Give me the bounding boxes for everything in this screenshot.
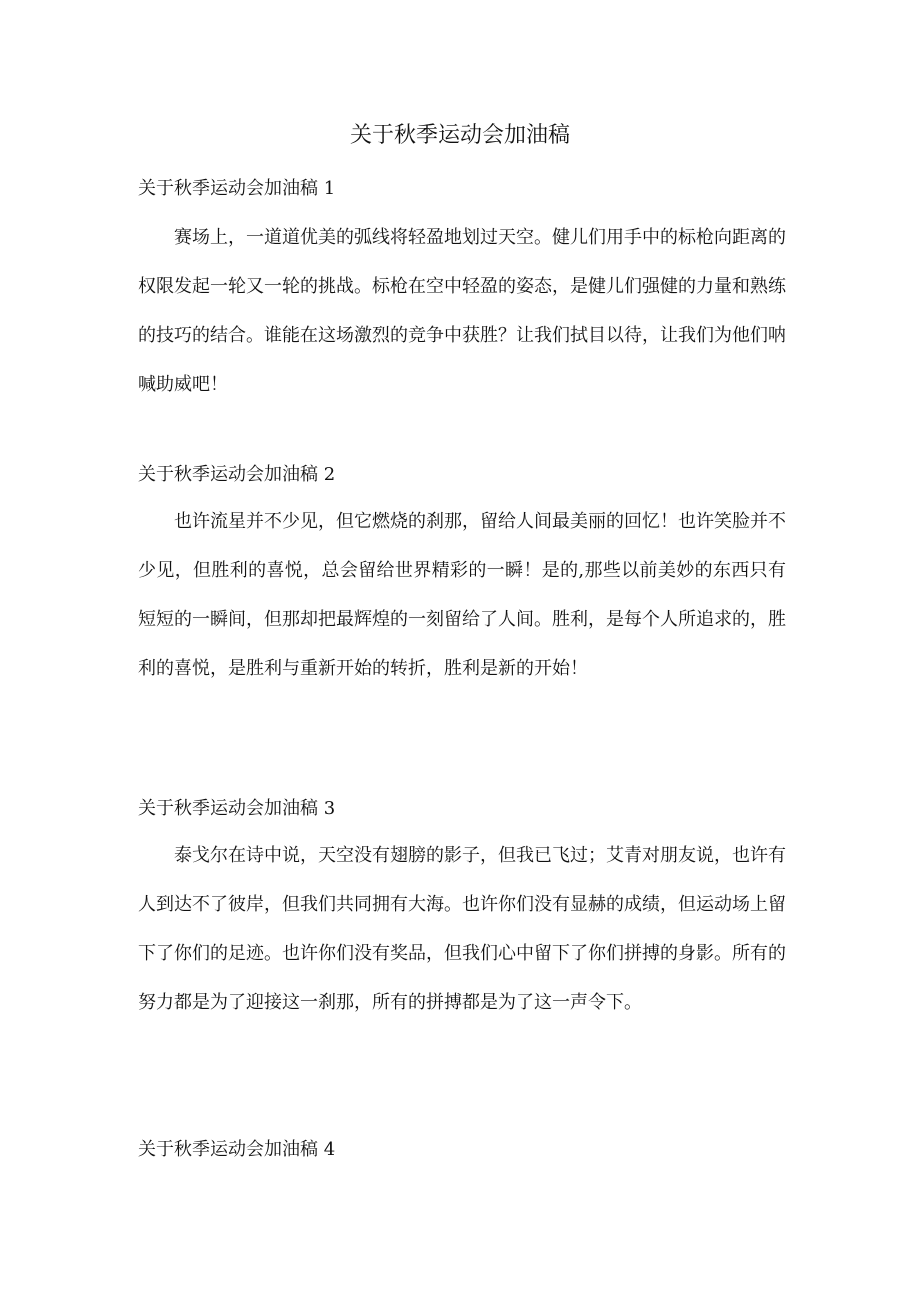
section-heading-4: 关于秋季运动会加油稿 4 (138, 1139, 336, 1160)
section-paragraph-3: 泰戈尔在诗中说，天空没有翅膀的影子，但我已飞过；艾青对朋友说，也许有人到达不了彼岸，但我们共同拥有大海。也许你们没有显赫的成绩，但运动场上留下了你们的足迹。也许你们没有奖品，但我们心中留下了你们拼搏的身影。所有的努力都是为了迎接这一刹那，所有的拼搏都是为了这一声令下。 (138, 845, 786, 1013)
section-heading-1: 关于秋季运动会加油稿 1 (138, 178, 336, 199)
section-heading-3: 关于秋季运动会加油稿 3 (138, 798, 336, 819)
section-paragraph-2: 也许流星并不少见，但它燃烧的刹那，留给人间最美丽的回忆！也许笑脸并不少见，但胜利的喜悦，总会留给世界精彩的一瞬！是的,那些以前美妙的东西只有短短的一瞬间，但那却把最辉煌的一刻留给了人间。胜利，是每个人所追求的，胜利的喜悦，是胜利与重新开始的转折，胜利是新的开始！ (138, 511, 786, 679)
section-heading-2: 关于秋季运动会加油稿 2 (138, 464, 336, 485)
document-title: 关于秋季运动会加油稿 (349, 123, 570, 148)
section-paragraph-1: 赛场上，一道道优美的弧线将轻盈地划过天空。健儿们用手中的标枪向距离的权限发起一轮又一轮的挑战。标枪在空中轻盈的姿态，是健儿们强健的力量和熟练的技巧的结合。谁能在这场激烈的竞争中获胜？让我们拭目以待，让我们为他们呐喊助威吧！ (138, 227, 786, 395)
